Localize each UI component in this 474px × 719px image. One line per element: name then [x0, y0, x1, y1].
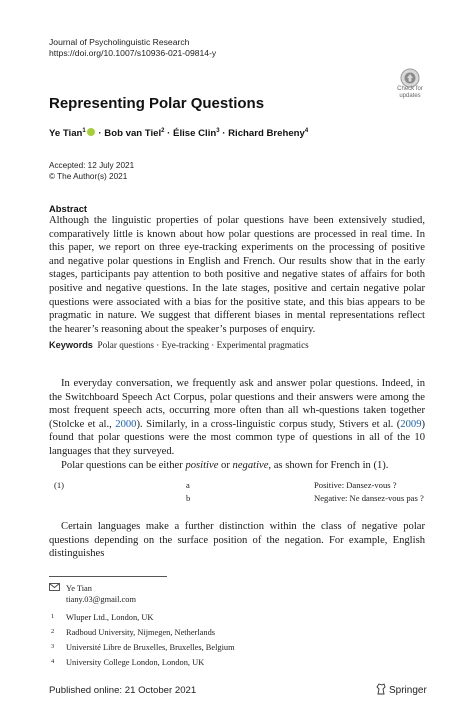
example-item-text: Negative: Ne dansez-vous pas ?	[314, 493, 424, 503]
corresponding-author	[66, 583, 136, 605]
affiliation-text: University College London, London, UK	[66, 658, 205, 667]
corresponding-email[interactable]: tiany.03@gmail.com	[66, 595, 136, 604]
example-item-letter: a	[186, 480, 190, 490]
affiliation-text: Wluper Ltd., London, UK	[66, 613, 154, 622]
author-name[interactable]: Ye Tian	[49, 128, 83, 140]
author-affiliation-mark: 3	[216, 128, 220, 134]
affiliation-text: Radboud University, Nijmegen, Netherlands	[66, 628, 216, 637]
journal-header	[49, 37, 216, 59]
affiliation-number: 1	[51, 613, 55, 620]
intro-paragraph-3: Certain languages make a further distinction within the class of negative polar questions depending on the surface position of the negation. For example, English distinguishes	[49, 521, 425, 560]
keywords-label: Keywords	[49, 340, 93, 350]
intro-paragraph-1: In everyday conversation, we frequently ask and answer polar questions. Indeed, in the Switchboard Speech Act Corpus, polar questions and their answers were among the most frequent speech acts, occurring more often than all wh-questions taken together (Stolcke et al., 2000). Similarly, in a cross-linguistic corpus study, Stivers et al. (2009) found that polar questions were the most common type of questions in all of the 10 languages that they surveyed.	[49, 378, 426, 457]
author-affiliation-mark: 1	[82, 128, 86, 134]
example-item-text: Positive: Dansez-vous ?	[314, 480, 397, 490]
citation-link[interactable]: 2000	[115, 418, 137, 430]
orcid-icon[interactable]	[87, 128, 95, 136]
doi-link[interactable]: https://doi.org/10.1007/s10936-021-09814-y	[49, 48, 217, 58]
citation-link[interactable]: 2009	[400, 418, 422, 430]
check-for-updates-label: Check for updates	[397, 86, 423, 99]
published-online: Published online: 21 October 2021	[49, 685, 197, 696]
author-separator: ·	[95, 128, 105, 140]
author-name[interactable]: Bob van Tiel	[104, 128, 162, 140]
footnote-divider	[49, 576, 167, 577]
author-name[interactable]: Élise Clin	[173, 128, 217, 140]
keywords-line	[49, 340, 309, 350]
affiliation-number: 2	[51, 628, 55, 635]
affiliation-number: 3	[51, 643, 55, 650]
corresponding-name: Ye Tian	[66, 584, 92, 593]
abstract-heading: Abstract	[49, 203, 88, 214]
publication-dates	[49, 160, 134, 182]
affiliation-text: Université Libre de Bruxelles, Bruxelles, Belgium	[66, 643, 235, 652]
envelope-icon	[49, 583, 60, 591]
author-list	[49, 128, 308, 139]
accepted-date: Accepted: 12 July 2021	[49, 161, 135, 170]
paper-title: Representing Polar Questions	[49, 95, 265, 112]
publisher-logo	[376, 683, 427, 696]
copyright-line: © The Author(s) 2021	[49, 172, 128, 181]
introduction	[49, 377, 425, 472]
author-separator: ·	[164, 128, 174, 140]
keywords-text: Polar questions · Eye-tracking · Experimental pragmatics	[97, 340, 309, 350]
author-separator: ·	[219, 128, 229, 140]
publisher-name: Springer	[389, 685, 427, 696]
example-number: (1)	[54, 480, 65, 490]
example-item-letter: b	[186, 493, 191, 503]
intro-paragraph-2: Polar questions can be either positive or negative, as shown for French in (1).	[61, 459, 389, 471]
journal-name: Journal of Psycholinguistic Research	[49, 37, 190, 47]
author-affiliation-mark: 4	[304, 128, 309, 134]
author-name[interactable]: Richard Breheny	[228, 128, 305, 140]
abstract-text: Although the linguistic properties of polar questions have been extensively studied, comparatively little is known about how polar questions are processed in real time. In this paper, we report on three eye-tracking experiments on the processing of positive and negative polar questions in English and French. Our results show that in the early stages, participants pay attention to both positive and negative states of affairs for both positive and negative questions. In the late stages, positive and certain negative polar questions were associated with a bias for the positive state, and this bias appears to be pragmatic in nature. We suggest that different biases in mental representations reflect the hearer’s reasoning about the speaker’s purposes of enquiry.	[49, 215, 425, 335]
springer-horse-icon	[376, 683, 386, 695]
author-affiliation-mark: 2	[161, 128, 165, 134]
affiliation-number: 4	[51, 658, 55, 665]
